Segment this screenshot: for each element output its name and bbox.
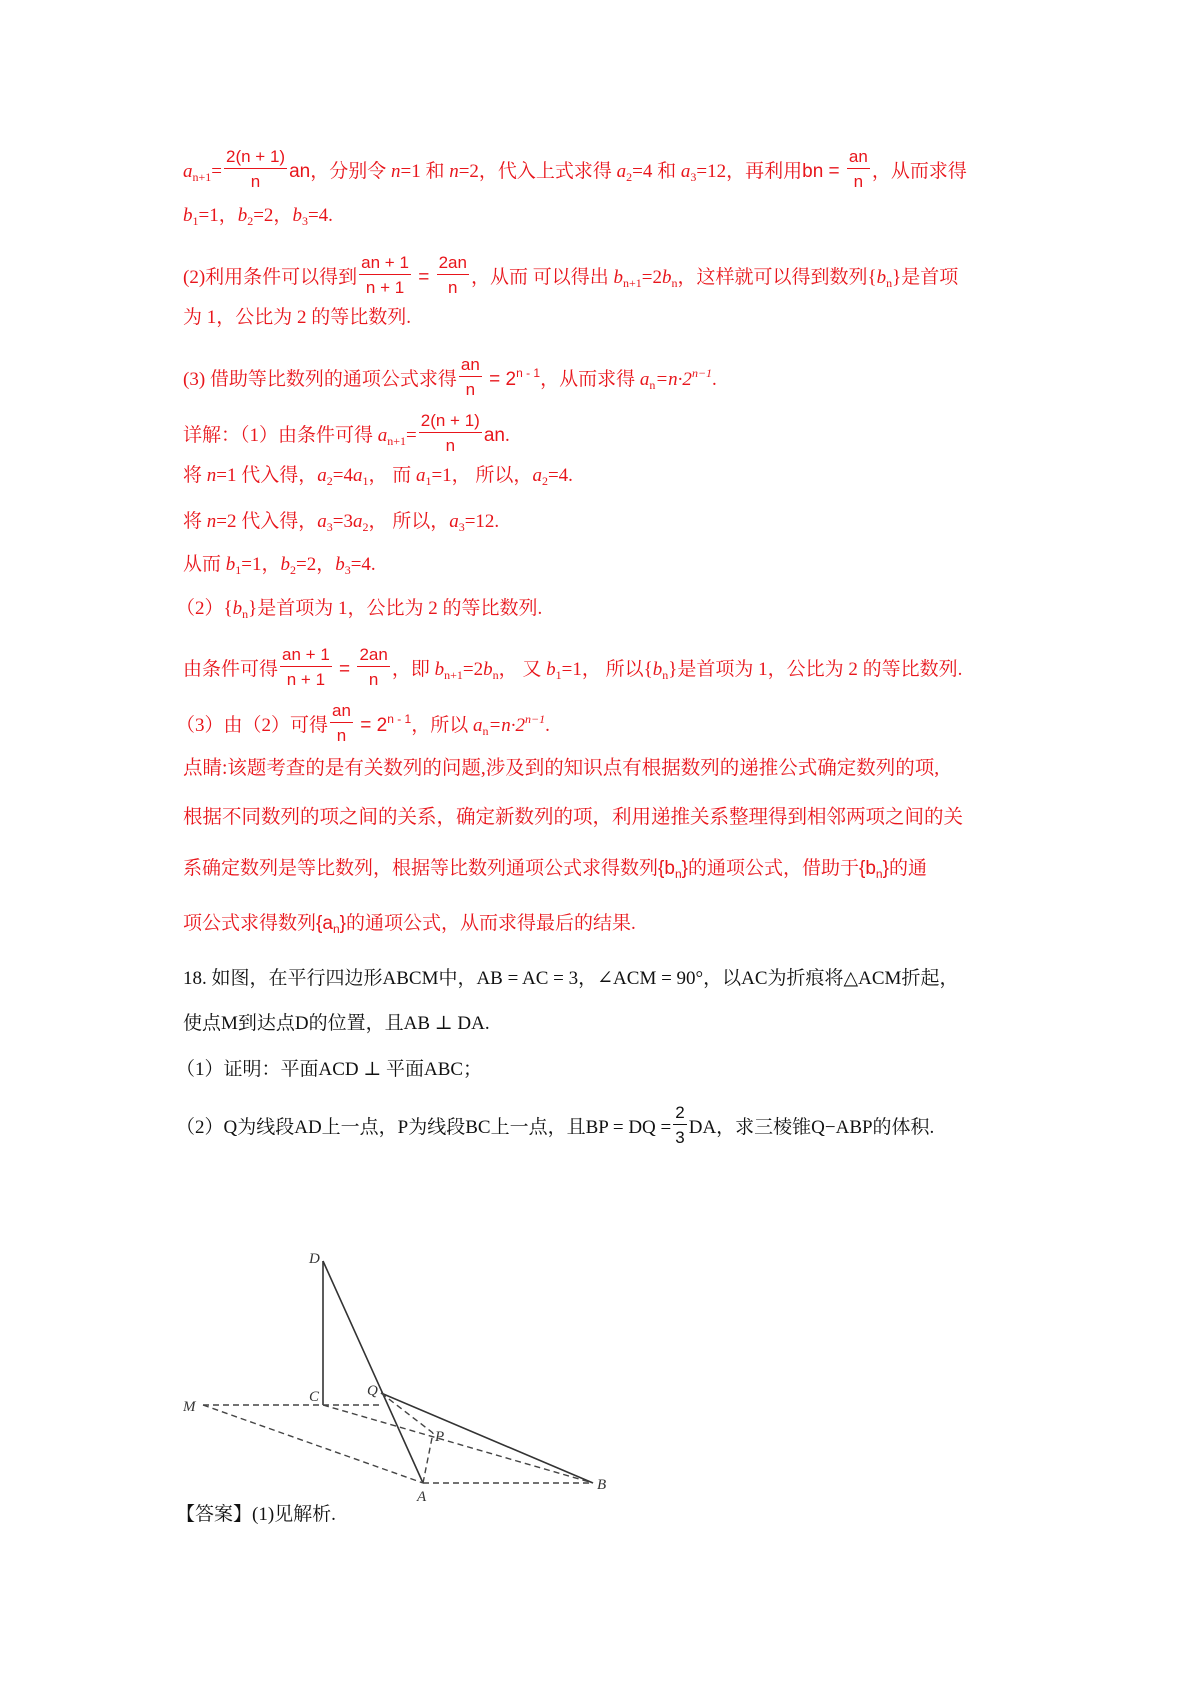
- problem-18-part-2: （2）Q为线段AD上一点，P为线段BC上一点，且BP = DQ = $\frac{2}{3}$ DA，求三棱锥Q−ABP的体积.: [176, 1104, 934, 1153]
- answer-line: [176, 1503, 336, 1527]
- comment-line-4: 项公式求得数列$\{a_n\}$的通项公式，从而求得最后的结果.: [183, 913, 636, 936]
- edge-qb: [381, 1393, 593, 1483]
- fraction-two-thirds: $\frac{2}{3}$: [673, 1102, 686, 1151]
- answer-label: 【答案】: [176, 1504, 253, 1525]
- edge-qp-dashed: [381, 1393, 433, 1433]
- fraction-2n1-over-n-2: $\frac{2(n + 1)}{n}$: [419, 410, 482, 459]
- solution-part-2-title: $(2)\{b_n\}$是首项为 1，公比为 2 的等比数列.: [176, 598, 543, 621]
- fraction-an-over-n-3: $\frac{an}{n}$: [330, 700, 353, 749]
- solution-n2: 将 n=2 代入得，$a_3=3a_2$， 所以，$a_3=12$.: [183, 511, 500, 534]
- fraction-an1-over-n1-2: $\frac{an + 1}{n + 1}$: [280, 644, 332, 693]
- fraction-2an-over-n: $\frac{2an}{n}$: [437, 252, 469, 301]
- solution-part-2-body: 由条件可得 $\frac{an + 1}{n + 1}$ = $\frac{2an}{n}$ ，即 $b_{n+1}=2b_n$， 又 $b_1=1$， 所以$\{b_n\}$是首项为 1，公比为 2 的等比数列.: [183, 646, 962, 695]
- label-d: D: [309, 1251, 320, 1267]
- analysis-line-1: $a_{n+1}=$ $\frac{2(n + 1)}{n}$ an，分别令 n=1 和 n=2，代入上式求得 $a_2=4$ 和 $a_3=12$，再利用bn = $\frac{an}{n}$ ，从而求得: [183, 148, 967, 197]
- label-m: M: [183, 1399, 196, 1415]
- label-c: C: [309, 1389, 320, 1405]
- solution-b-values: 从而 $b_1=1$，$b_2=2$，$b_3=4$.: [183, 554, 376, 577]
- fraction-2an-over-n-2: $\frac{2an}{n}$: [357, 644, 389, 693]
- problem-18-line-1: 18. 如图，在平行四边形ABCM中，AB = AC = 3，∠ACM = 90°，以AC为折痕将△ACM折起，: [183, 968, 959, 989]
- solution-part-3: （3）由（2）可得 $\frac{an}{n}$ = $2^{n - 1}$，所以 $a_n=n\cdot 2^{n-1}$.: [176, 702, 550, 751]
- fraction-2n1-over-n: $\frac{2(n + 1)}{n}$: [224, 146, 287, 195]
- solution-step-1: 详解：（1）由条件可得 $a_{n+1}=$ $\frac{2(n + 1)}{n}$ an.: [183, 412, 510, 461]
- label-p: P: [435, 1429, 445, 1445]
- fraction-an-over-n-2: $\frac{an}{n}$: [459, 354, 482, 403]
- problem-18-part-1: （1）证明：平面ACD ⊥ 平面ABC；: [176, 1059, 483, 1080]
- edge-da: [323, 1261, 423, 1483]
- label-q: Q: [367, 1383, 378, 1399]
- analysis-part-3: (3) 借助等比数列的通项公式求得 $\frac{an}{n}$ = $2^{n - 1}$，从而求得 $a_n=n\cdot 2^{n-1}$.: [183, 356, 717, 405]
- geometry-figure: [183, 1245, 623, 1505]
- label-b: B: [597, 1477, 607, 1493]
- comment-line-3: 系确定数列是等比数列，根据等比数列通项公式求得数列$\{b_n\}$的通项公式，借助于$\{b_n\}$的通: [183, 858, 927, 881]
- problem-18-line-2: 使点M到达点D的位置，且AB ⊥ DA.: [183, 1013, 490, 1034]
- answer-text: (1)见解析.: [252, 1504, 336, 1525]
- label-a: A: [417, 1489, 427, 1505]
- solution-n1: 将 n=1 代入得，$a_2=4a_1$， 而 $a_1=1$， 所以，$a_2=4$.: [183, 465, 573, 488]
- analysis-part-2: (2)利用条件可以得到 $\frac{an + 1}{n + 1}$ = $\frac{2an}{n}$ ，从而 可以得出 $b_{n+1}=2b_n$，这样就可以得到数列$\{b_n\}$是首项: [183, 254, 958, 303]
- edge-cb-dashed: [323, 1405, 593, 1483]
- edge-ap-dashed: [423, 1433, 433, 1483]
- edge-ma-dashed: [203, 1405, 423, 1483]
- comment-line-1: 点睛:该题考查的是有关数列的问题,涉及到的知识点有根据数列的递推公式确定数列的项,: [183, 758, 940, 779]
- analysis-line-2: $b_1=1$，$b_2=2$，$b_3=4$.: [183, 205, 333, 228]
- fraction-an1-over-n1: $\frac{an + 1}{n + 1}$: [359, 252, 411, 301]
- analysis-part-2-line-2: 为 1，公比为 2 的等比数列.: [183, 307, 412, 328]
- fraction-an-over-n: $\frac{an}{n}$: [847, 146, 870, 195]
- comment-line-2: 根据不同数列的项之间的关系，确定新数列的项，利用递推关系整理得到相邻两项之间的关: [183, 807, 964, 828]
